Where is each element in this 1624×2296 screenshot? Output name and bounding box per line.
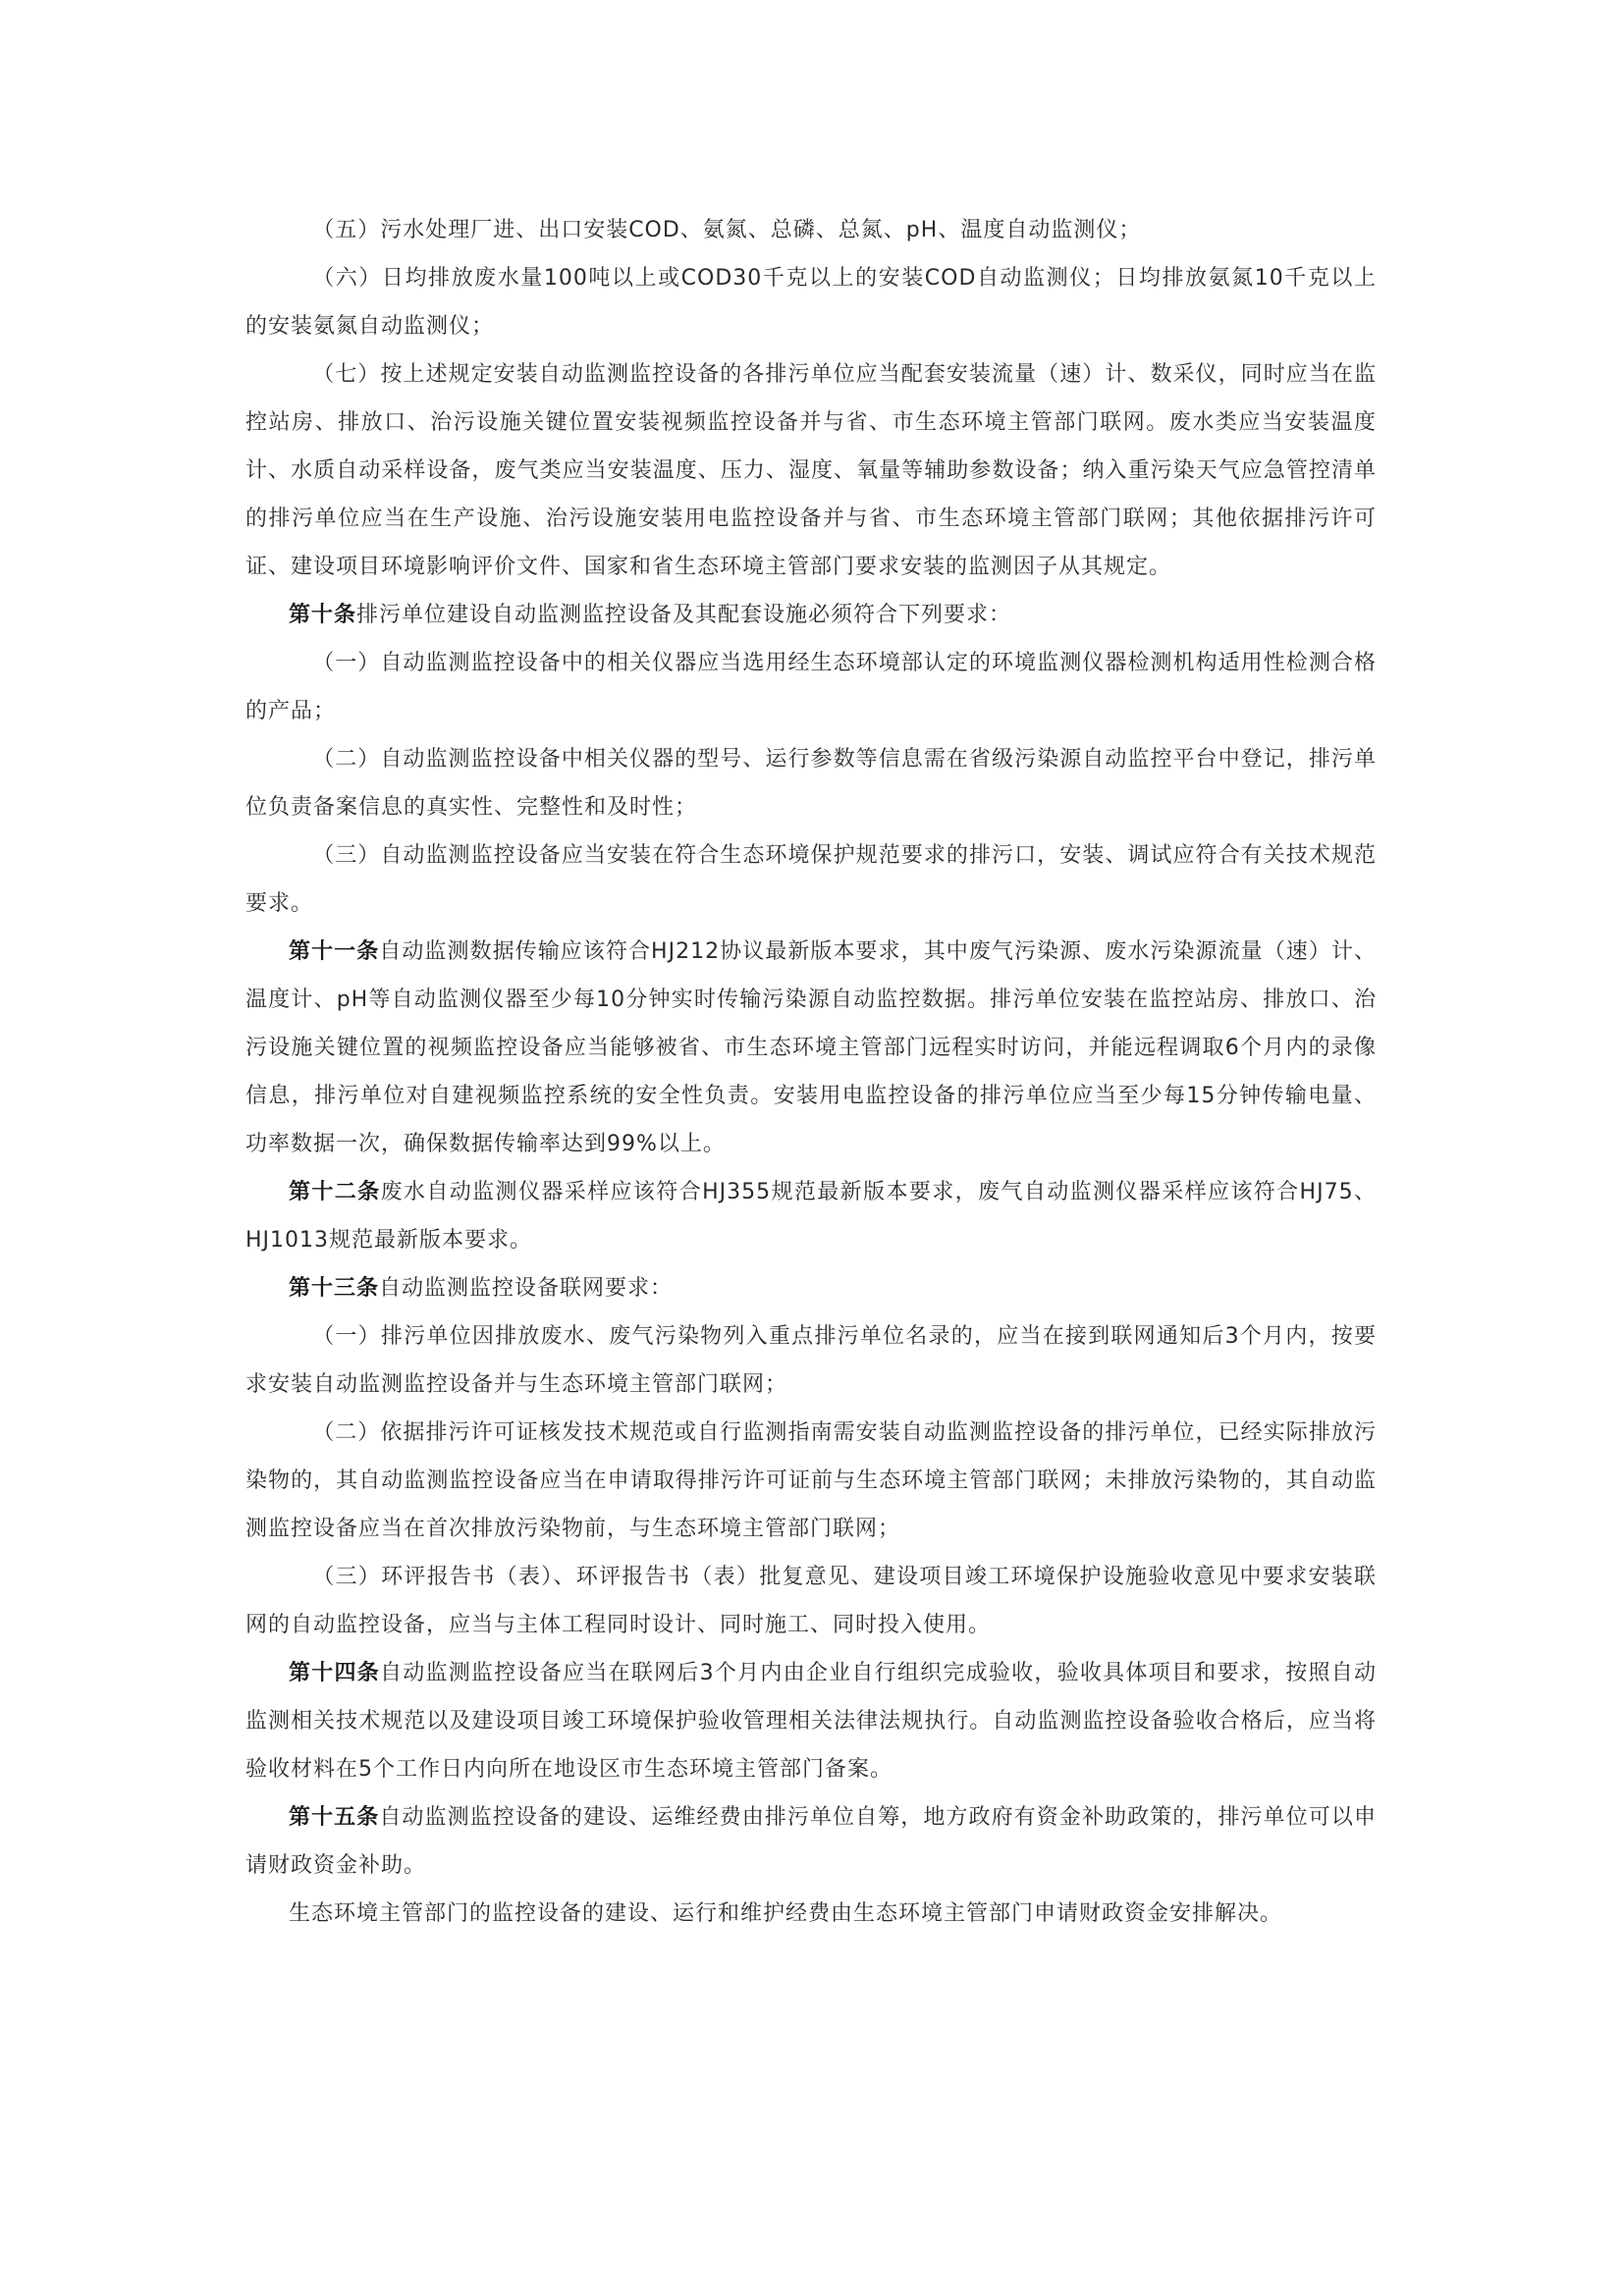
article-13 <box>245 1264 1377 1312</box>
article-text: 废水自动监测仪器采样应该符合HJ355规范最新版本要求，废气自动监测仪器采样应该符合HJ75、HJ1013规范最新版本要求。 <box>245 1180 1377 1253</box>
article-10 <box>245 591 1377 639</box>
article-text: 自动监测监控设备应当在联网后3个月内由企业自行组织完成验收，验收具体项目和要求，按照自动监测相关技术规范以及建设项目竣工环境保护验收管理相关法律法规执行。自动监测监控设备验收合格后，应当将验收材料在5个工作日内向所在地设区市生态环境主管部门备案。 <box>245 1661 1377 1782</box>
paragraph-closing <box>245 1890 1377 1938</box>
article-heading: 第十五条 <box>289 1805 380 1830</box>
paragraph-text: （一）排污单位因排放废水、废气污染物列入重点排污单位名录的，应当在接到联网通知后3个月内，按要求安装自动监测监控设备并与生态环境主管部门联网； <box>245 1324 1377 1397</box>
article-text: 自动监测数据传输应该符合HJ212协议最新版本要求，其中废气污染源、废水污染源流量（速）计、温度计、pH等自动监测仪器至少每10分钟实时传输污染源自动监控数据。排污单位安装在监控站房、排放口、治污设施关键位置的视频监控设备应当能够被省、市生态环境主管部门远程实时访问，并能远程调取6个月内的录像信息，排污单位对自建视频监控系统的安全性负责。安装用电监控设备的排污单位应当至少每15分钟传输电量、功率数据一次，确保数据传输率达到99%以上。 <box>245 939 1377 1156</box>
article-heading: 第十二条 <box>289 1180 381 1204</box>
paragraph-item-13-2 <box>245 1409 1377 1553</box>
paragraph-text: （三）环评报告书（表）、环评报告书（表）批复意见、建设项目竣工环境保护设施验收意见中要求安装联网的自动监控设备，应当与主体工程同时设计、同时施工、同时投入使用。 <box>245 1565 1377 1637</box>
paragraph-item-10-2 <box>245 735 1377 831</box>
article-15 <box>245 1793 1377 1890</box>
paragraph-item-10-1 <box>245 639 1377 735</box>
article-text: 自动监测监控设备的建设、运维经费由排污单位自筹，地方政府有资金补助政策的，排污单位可以申请财政资金补助。 <box>245 1805 1377 1878</box>
article-heading: 第十一条 <box>289 939 380 964</box>
paragraph-text: （一）自动监测监控设备中的相关仪器应当选用经生态环境部认定的环境监测仪器检测机构适用性检测合格的产品； <box>245 651 1377 723</box>
paragraph-text: 生态环境主管部门的监控设备的建设、运行和维护经费由生态环境主管部门申请财政资金安排解决。 <box>289 1901 1283 1926</box>
article-heading: 第十条 <box>289 603 357 627</box>
paragraph-item-5 <box>245 206 1377 254</box>
paragraph-text: （三）自动监测监控设备应当安装在符合生态环境保护规范要求的排污口，安装、调试应符合有关技术规范要求。 <box>245 843 1377 916</box>
paragraph-text: （七）按上述规定安装自动监测监控设备的各排污单位应当配套安装流量（速）计、数采仪，同时应当在监控站房、排放口、治污设施关键位置安装视频监控设备并与省、市生态环境主管部门联网。废水类应当安装温度计、水质自动采样设备，废气类应当安装温度、压力、湿度、氧量等辅助参数设备；纳入重污染天气应急管控清单的排污单位应当在生产设施、治污设施安装用电监控设备并与省、市生态环境主管部门联网；其他依据排污许可证、建设项目环境影响评价文件、国家和省生态环境主管部门要求安装的监测因子从其规定。 <box>245 362 1377 579</box>
article-text: 自动监测监控设备联网要求： <box>379 1276 674 1301</box>
paragraph-item-7 <box>245 350 1377 591</box>
paragraph-item-13-3 <box>245 1553 1377 1649</box>
paragraph-item-10-3 <box>245 831 1377 928</box>
paragraph-text: （二）自动监测监控设备中相关仪器的型号、运行参数等信息需在省级污染源自动监控平台中登记，排污单位负责备案信息的真实性、完整性和及时性； <box>245 747 1377 820</box>
paragraph-item-6 <box>245 254 1377 350</box>
paragraph-text: （六）日均排放废水量100吨以上或COD30千克以上的安装COD自动监测仪；日均排放氨氮10千克以上的安装氨氮自动监测仪； <box>245 266 1377 339</box>
article-text: 排污单位建设自动监测监控设备及其配套设施必须符合下列要求： <box>356 603 1012 627</box>
article-11 <box>245 928 1377 1168</box>
article-heading: 第十三条 <box>289 1276 380 1301</box>
paragraph-text: （五）污水处理厂进、出口安装COD、氨氮、总磷、总氮、pH、温度自动监测仪； <box>312 218 1142 242</box>
article-14 <box>245 1649 1377 1793</box>
article-12 <box>245 1168 1377 1264</box>
article-heading: 第十四条 <box>289 1661 381 1685</box>
paragraph-text: （二）依据排污许可证核发技术规范或自行监测指南需安装自动监测监控设备的排污单位，已经实际排放污染物的，其自动监测监控设备应当在申请取得排污许可证前与生态环境主管部门联网；未排放污染物的，其自动监测监控设备应当在首次排放污染物前，与生态环境主管部门联网； <box>245 1420 1377 1541</box>
document-page <box>245 206 1377 1938</box>
paragraph-item-13-1 <box>245 1312 1377 1409</box>
